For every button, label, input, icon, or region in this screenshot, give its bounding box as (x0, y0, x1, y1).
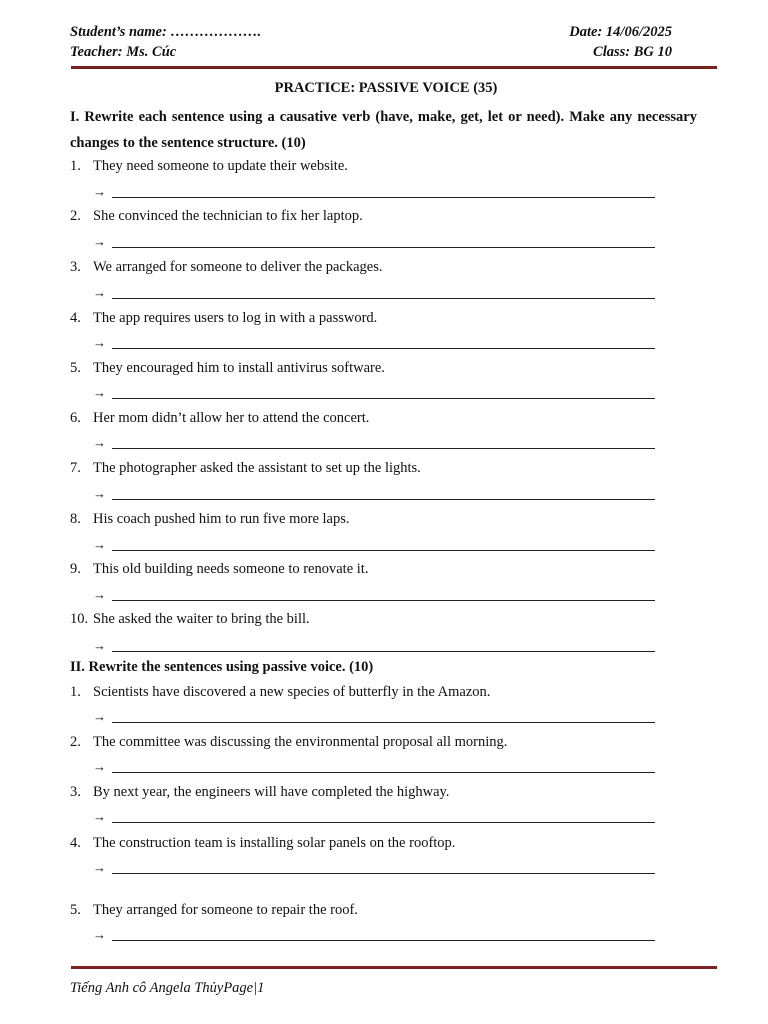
answer-line[interactable] (93, 485, 655, 503)
answer-line[interactable] (93, 334, 655, 352)
question-item (70, 783, 449, 801)
arrow-icon: → (93, 234, 106, 249)
question-number: 6. (70, 410, 81, 426)
answer-line[interactable] (93, 586, 655, 604)
answer-line[interactable] (93, 384, 655, 402)
arrow-icon: → (93, 435, 106, 450)
question-text: We arranged for someone to deliver the packages. (93, 259, 383, 275)
question-number: 5. (70, 902, 81, 918)
arrow-icon: → (93, 638, 106, 653)
arrow-icon: → (93, 809, 106, 824)
question-item (70, 459, 421, 477)
page-footer: Tiếng Anh cô Angela ThủyPage|1 (70, 980, 265, 996)
question-item (70, 610, 310, 628)
question-text: The photographer asked the assistant to set up the lights. (93, 460, 421, 476)
arrow-icon: → (93, 184, 106, 199)
question-item (70, 309, 377, 327)
question-item (70, 409, 369, 427)
answer-line[interactable] (93, 926, 655, 944)
question-text: They arranged for someone to repair the roof. (93, 902, 358, 918)
question-text: This old building needs someone to renovate it. (93, 561, 369, 577)
arrow-icon: → (93, 486, 106, 501)
footer-divider (71, 966, 717, 969)
question-number: 5. (70, 360, 81, 376)
arrow-icon: → (93, 860, 106, 875)
question-item (70, 157, 348, 175)
question-text: They need someone to update their website. (93, 158, 348, 174)
question-item (70, 258, 383, 276)
answer-line[interactable] (93, 284, 655, 302)
question-text: The committee was discussing the environmental proposal all morning. (93, 734, 508, 750)
question-number: 3. (70, 784, 81, 800)
question-number: 9. (70, 561, 81, 577)
worksheet-title: PRACTICE: PASSIVE VOICE (35) (274, 80, 498, 96)
answer-line[interactable] (93, 183, 655, 201)
question-item (70, 560, 368, 578)
answer-line[interactable] (93, 637, 655, 655)
question-text: Scientists have discovered a new species of butterfly in the Amazon. (93, 684, 491, 700)
question-number: 2. (70, 208, 81, 224)
answer-line[interactable] (93, 758, 655, 776)
teacher-label: Teacher: Ms. Cúc (70, 44, 177, 60)
arrow-icon: → (93, 587, 106, 602)
arrow-icon: → (93, 709, 106, 724)
question-text: She convinced the technician to fix her laptop. (93, 208, 363, 224)
question-number: 10. (70, 611, 89, 627)
question-number: 2. (70, 734, 81, 750)
question-item (70, 733, 507, 751)
answer-line[interactable] (93, 233, 655, 251)
answer-line[interactable] (93, 708, 655, 726)
arrow-icon: → (93, 335, 106, 350)
arrow-icon: → (93, 537, 106, 552)
question-text: They encouraged him to install antivirus software. (93, 360, 385, 376)
question-text: She asked the waiter to bring the bill. (93, 611, 310, 627)
arrow-icon: → (93, 759, 106, 774)
arrow-icon: → (93, 285, 106, 300)
question-item (70, 359, 385, 377)
page-header (70, 22, 672, 62)
header-divider (71, 66, 717, 69)
date-label: Date: 14/06/2025 (569, 24, 672, 40)
answer-line[interactable] (93, 808, 655, 826)
answer-line[interactable] (93, 536, 655, 554)
question-number: 4. (70, 835, 81, 851)
question-number: 1. (70, 684, 81, 700)
question-text: By next year, the engineers will have completed the highway. (93, 784, 450, 800)
question-text: Her mom didn’t allow her to attend the concert. (93, 410, 370, 426)
arrow-icon: → (93, 927, 106, 942)
section2-instruction: II. Rewrite the sentences using passive voice. (10) (70, 659, 374, 675)
question-text: The construction team is installing solar panels on the rooftop. (93, 835, 456, 851)
section1-instruction: I. Rewrite each sentence using a causative verb (have, make, get, let or need). Make any necessary changes to the sentence structure. (10) (70, 109, 697, 151)
question-number: 8. (70, 511, 81, 527)
question-item (70, 901, 358, 919)
student-name-label: Student’s name: ………………. (70, 24, 262, 40)
question-number: 4. (70, 310, 81, 326)
answer-line[interactable] (93, 434, 655, 452)
question-item (70, 207, 363, 225)
question-number: 1. (70, 158, 81, 174)
question-item (70, 834, 455, 852)
class-label: Class: BG 10 (593, 44, 672, 60)
answer-line[interactable] (93, 859, 655, 877)
question-text: The app requires users to log in with a password. (93, 310, 378, 326)
arrow-icon: → (93, 385, 106, 400)
question-number: 3. (70, 259, 81, 275)
question-item (70, 683, 490, 701)
question-item (70, 510, 350, 528)
question-number: 7. (70, 460, 81, 476)
question-text: His coach pushed him to run five more laps. (93, 511, 350, 527)
